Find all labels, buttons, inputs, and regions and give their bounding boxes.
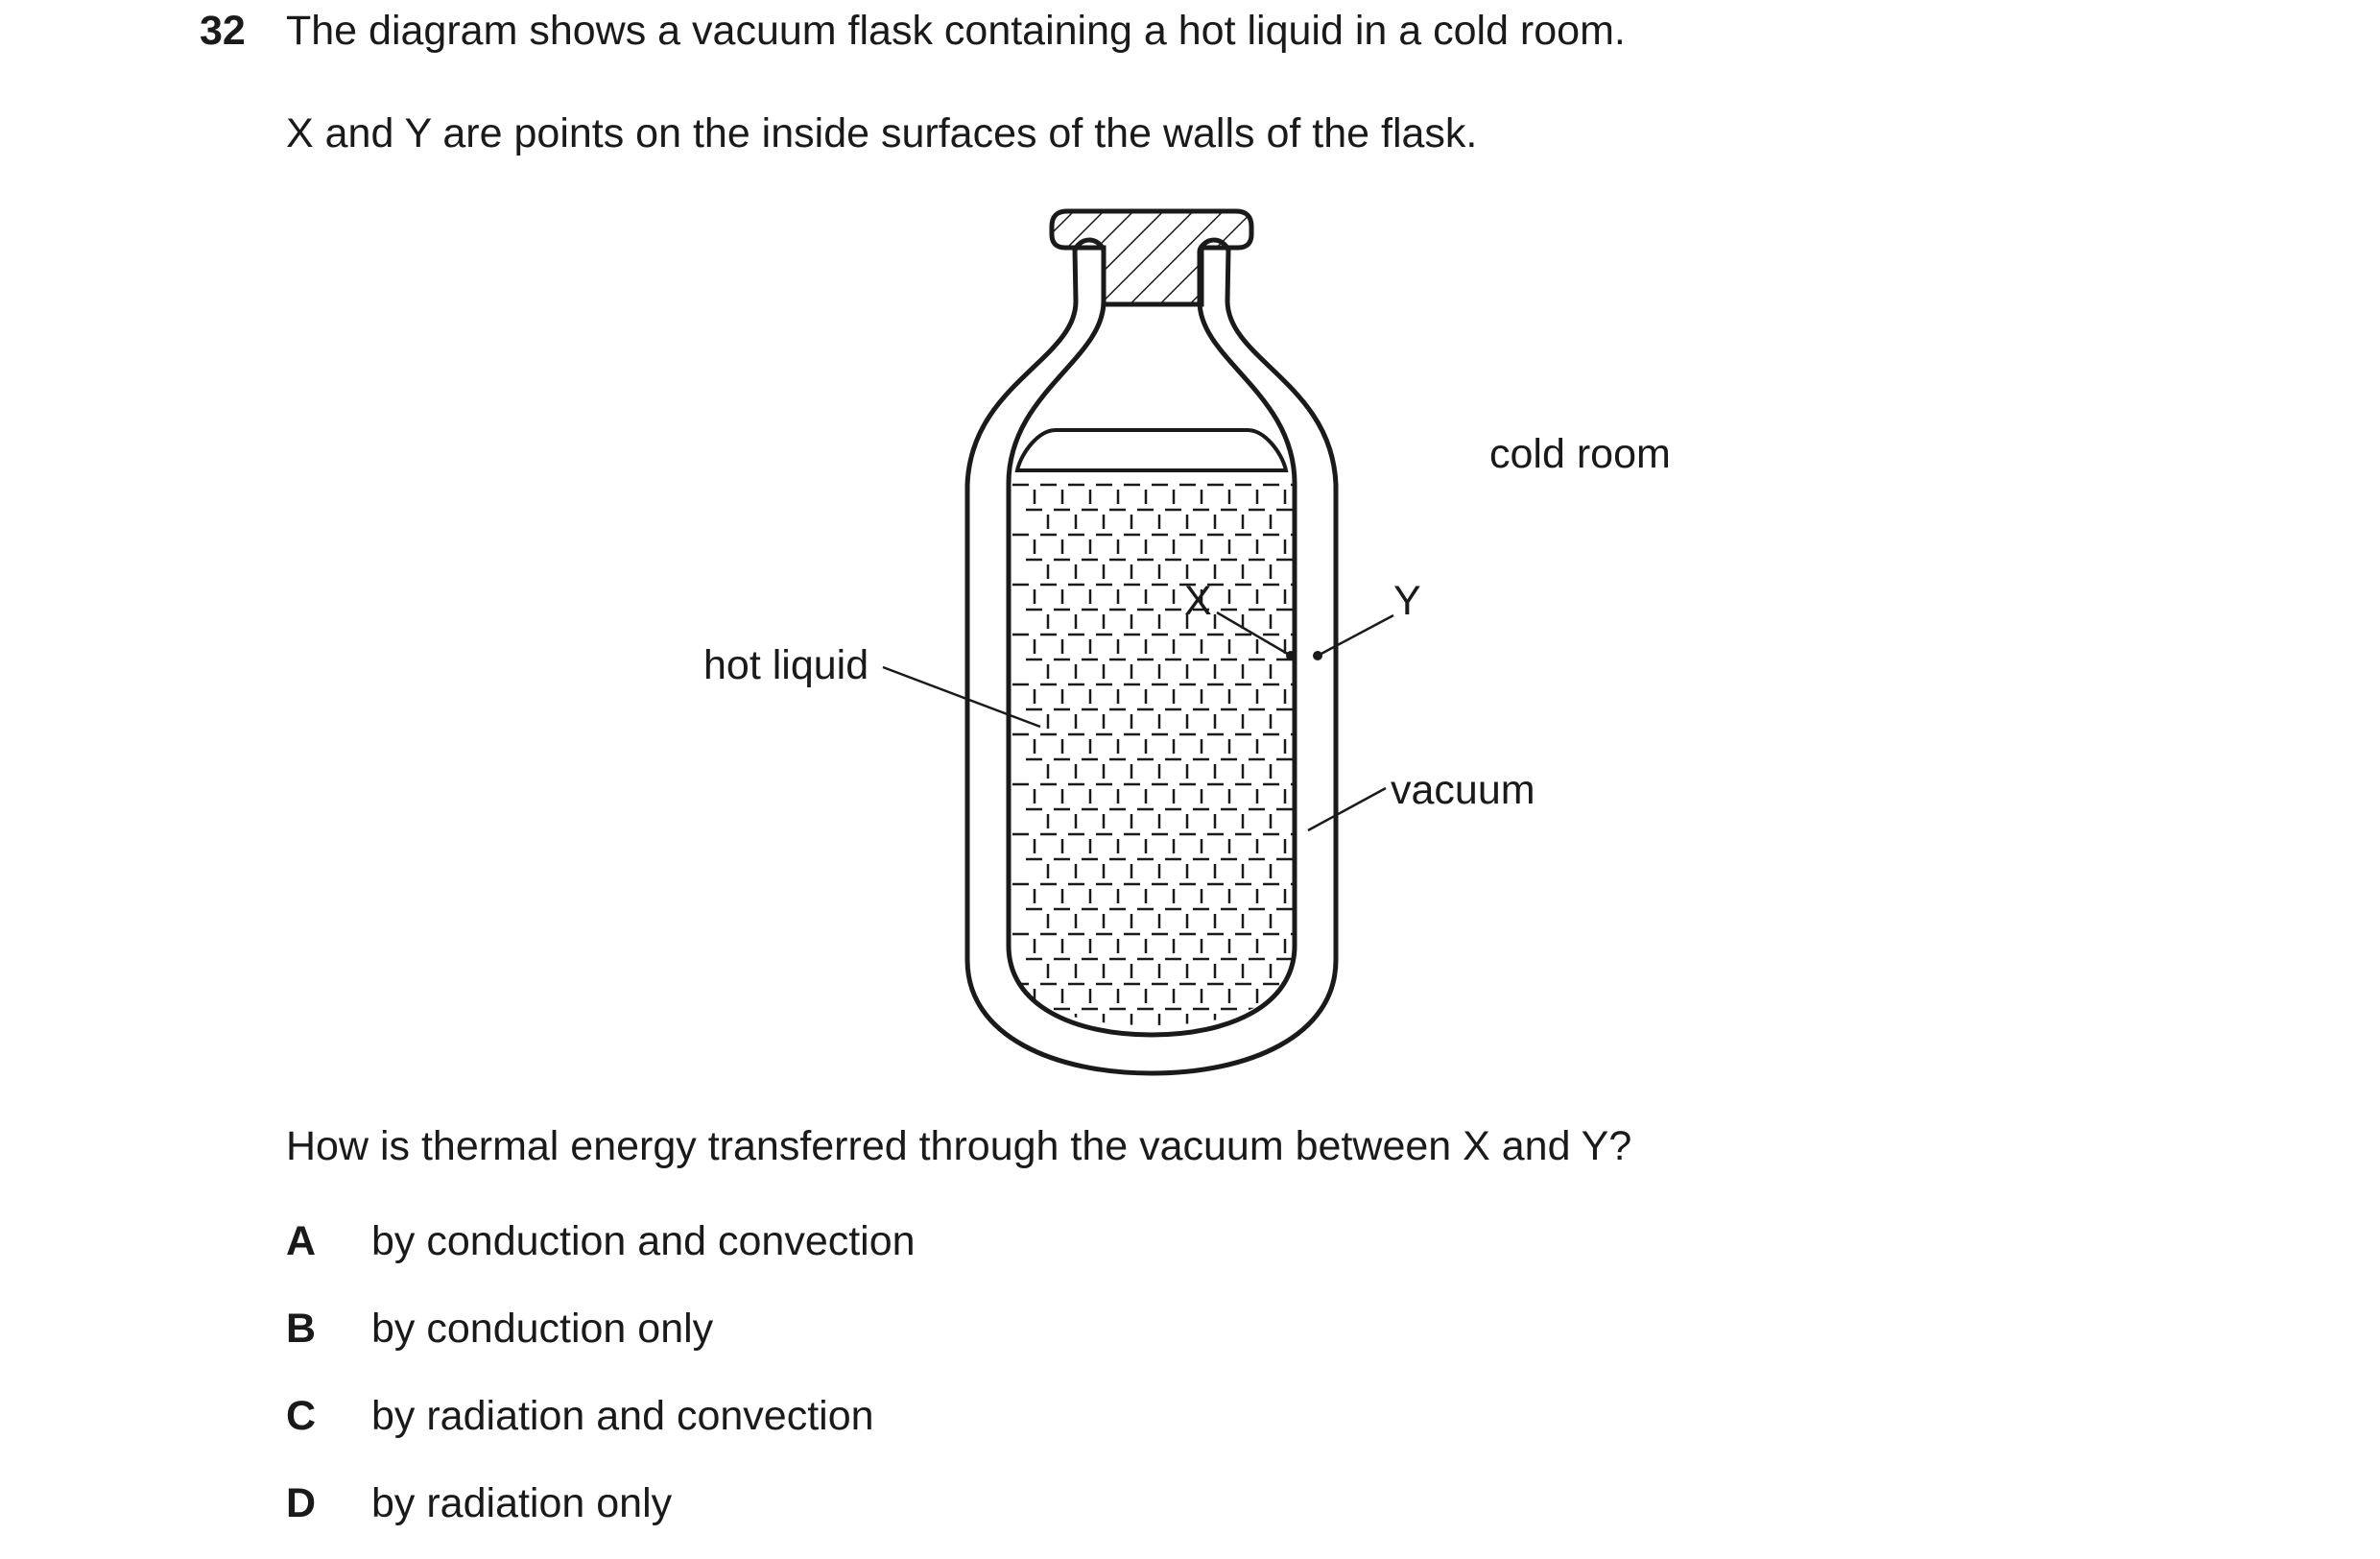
flask-inner-wall — [1009, 252, 1295, 1035]
option-letter: C — [286, 1393, 317, 1439]
flask-outer-wall — [967, 250, 1336, 1073]
hot-liquid-fill — [1012, 485, 1313, 1028]
vacuum-label: vacuum — [1391, 767, 1535, 813]
option-letter: A — [286, 1218, 317, 1264]
option-text: by radiation only — [371, 1480, 673, 1526]
option-text: by conduction and convection — [371, 1218, 916, 1264]
vacuum-leader — [1308, 788, 1386, 830]
option-letter: B — [286, 1306, 317, 1352]
point-y-leader — [1318, 615, 1393, 656]
point-x-leader — [1217, 612, 1291, 656]
option-text: by radiation and convection — [371, 1393, 874, 1439]
point-x-label: X — [1184, 578, 1212, 624]
hot-liquid-label: hot liquid — [703, 642, 869, 688]
question-number: 32 — [200, 8, 246, 54]
flask-stopper — [1052, 211, 1251, 304]
option-letter: D — [286, 1480, 317, 1526]
option-text: by conduction only — [371, 1306, 714, 1352]
cold-room-label: cold room — [1489, 431, 1671, 477]
question-detail: X and Y are points on the inside surfaces of the walls of the flask. — [286, 110, 1478, 156]
hot-liquid-leader — [883, 667, 1040, 727]
liquid-surface — [1017, 430, 1286, 470]
point-y-label: Y — [1393, 578, 1421, 624]
question-prompt: How is thermal energy transferred through the vacuum between X and Y? — [286, 1123, 1632, 1169]
question-intro: The diagram shows a vacuum flask containing a hot liquid in a cold room. — [286, 8, 1626, 54]
